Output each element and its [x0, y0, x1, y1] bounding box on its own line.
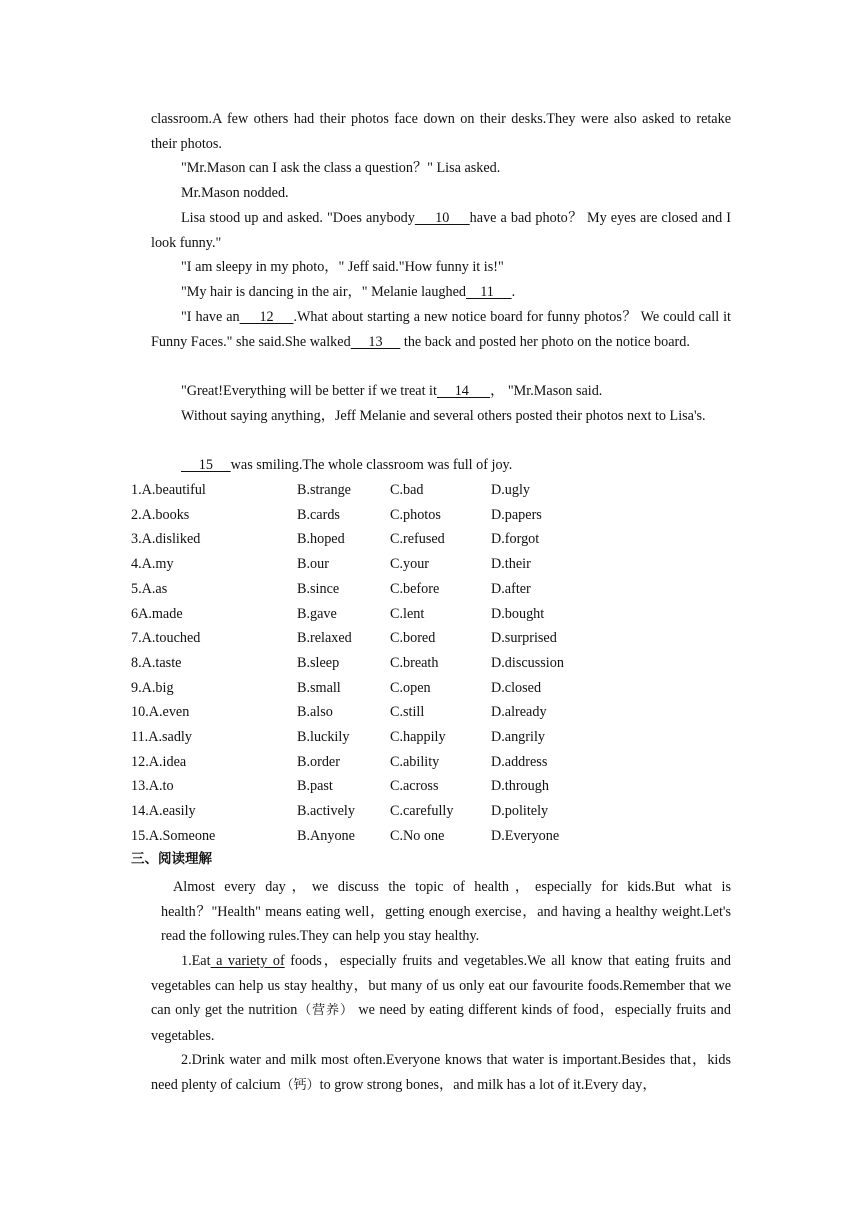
option-d: D.through — [491, 778, 549, 795]
option-row-4 — [131, 552, 731, 577]
option-a: 3.A.disliked — [131, 531, 201, 548]
option-d: D.angrily — [491, 729, 545, 745]
option-d: D.closed — [491, 679, 542, 696]
passage-paragraph — [151, 404, 731, 429]
option-c: C.bored — [390, 630, 436, 647]
option-a: 14.A.easily — [131, 803, 196, 820]
option-a: 4.A.my — [131, 556, 174, 573]
passage-text: . — [511, 284, 516, 300]
passage-text: 1.Eat — [181, 953, 211, 969]
option-d: D.address — [491, 753, 548, 770]
option-row-8 — [131, 651, 731, 676]
option-d: D.after — [491, 580, 531, 597]
passage-paragraph — [151, 305, 731, 354]
option-row-12 — [131, 750, 731, 775]
option-c: C.refused — [390, 531, 445, 548]
option-a: 8.A.taste — [131, 654, 182, 671]
option-row-1 — [131, 478, 731, 503]
option-d: D.bought — [491, 605, 545, 622]
chinese-gloss: （营养） — [297, 1003, 354, 1019]
option-row-15 — [131, 824, 731, 849]
option-c: C.breath — [390, 654, 439, 671]
option-b: B.gave — [297, 605, 337, 622]
blank-12: 12 — [239, 309, 294, 325]
option-c: C.across — [390, 778, 439, 795]
option-row-14 — [131, 799, 731, 824]
passage-paragraph — [151, 206, 731, 255]
option-c: C.ability — [390, 753, 440, 770]
passage-text: ， "Mr.Mason said. — [490, 383, 603, 399]
option-a: 6A.made — [131, 605, 183, 622]
option-c: C.bad — [390, 482, 424, 498]
passage-paragraph — [151, 255, 731, 280]
passage-text: have a bad photo？ My eyes are closed and I look funny." — [151, 210, 731, 251]
option-d: D.already — [491, 704, 547, 721]
option-c: C.your — [390, 556, 430, 573]
option-c: C.lent — [390, 605, 425, 622]
option-b: B.Anyone — [297, 827, 355, 844]
passage-paragraph — [151, 156, 731, 181]
blank-10: 10 — [414, 210, 470, 226]
option-row-10 — [131, 700, 731, 725]
option-a: 15.A.Someone — [131, 827, 216, 844]
reading-intro — [161, 875, 731, 949]
passage-paragraph — [151, 181, 731, 206]
option-row-7 — [131, 626, 731, 651]
passage-text: Mr.Mason nodded. — [181, 185, 289, 201]
option-b: B.actively — [297, 803, 355, 820]
passage-text: we need by eating different kinds of food，especially fruits and vegetables. — [151, 1002, 731, 1045]
option-a: 12.A.idea — [131, 753, 187, 770]
passage-text: Lisa stood up and asked. "Does anybody — [181, 210, 415, 226]
option-c: C.open — [390, 679, 431, 696]
blank-13: 13 — [350, 333, 401, 350]
option-row-13 — [131, 774, 731, 799]
option-b: B.small — [297, 679, 341, 696]
option-d: D.politely — [491, 803, 549, 820]
option-d: D.discussion — [491, 654, 564, 671]
passage-text: Almost every day，we discuss the topic of health，especially for kids.But what is health？"Health" means eating well，getting enough exercise，and having a healthy weight.Let's read the following rules.They can help you stay healthy. — [161, 879, 731, 945]
option-b: B.sleep — [297, 654, 340, 671]
option-d: D.forgot — [491, 531, 540, 548]
passage-text: 2.Drink water and milk most often.Everyone knows that water is important.Besides that，kids need plenty of calcium — [151, 1052, 731, 1093]
passage-paragraph — [151, 280, 731, 305]
option-a: 5.A.as — [131, 580, 168, 597]
passage-text: the back and posted her photo on the notice board. — [400, 333, 690, 350]
underlined-phrase: a variety of — [210, 953, 285, 969]
option-b: B.cards — [297, 506, 340, 523]
section-heading: 三、阅读理解 — [131, 851, 212, 867]
passage-text: Without saying anything，Jeff Melanie and several others posted their photos next to Lisa's. — [181, 408, 706, 424]
option-d: D.surprised — [491, 630, 557, 647]
option-row-5 — [131, 577, 731, 602]
option-row-6 — [131, 602, 731, 627]
passage-text: "I have an — [181, 309, 240, 325]
passage-text: "I am sleepy in my photo，" Jeff said."How funny it is!" — [181, 259, 504, 275]
passage-text: foods，especially fruits and vegetables.We all know that eating fruits and vegetables can help us stay healthy，but many of us only eat our favourite foods.Remember that we can only get the nutrition — [151, 953, 732, 1019]
option-a: 1.A.beautiful — [131, 482, 206, 498]
option-row-11 — [131, 725, 731, 750]
option-a: 13.A.to — [131, 778, 174, 795]
option-row-9 — [131, 676, 731, 701]
option-b: B.strange — [297, 482, 351, 498]
option-b: B.since — [297, 580, 340, 597]
passage-text: "Mr.Mason can I ask the class a question？" Lisa asked. — [181, 160, 501, 176]
blank-15: 15 — [181, 457, 231, 473]
passage-text: "Great!Everything will be better if we treat it — [181, 383, 437, 399]
option-row-2 — [131, 503, 731, 528]
passage-text: "My hair is dancing in the air，" Melanie laughed — [181, 284, 467, 300]
option-a: 10.A.even — [131, 704, 190, 721]
option-b: B.also — [297, 704, 333, 721]
option-b: B.luckily — [297, 729, 350, 745]
option-a: 7.A.touched — [131, 630, 201, 647]
passage-paragraph — [151, 107, 731, 156]
option-b: B.relaxed — [297, 630, 352, 647]
chinese-gloss: （钙） — [280, 1077, 320, 1093]
option-c: C.carefully — [390, 803, 454, 820]
option-a: 9.A.big — [131, 679, 174, 696]
option-c: C.before — [390, 580, 440, 597]
option-d: D.Everyone — [491, 827, 560, 844]
option-row-3 — [131, 527, 731, 552]
option-c: C.happily — [390, 729, 446, 745]
passage-text: was smiling.The whole classroom was full of joy. — [230, 457, 513, 473]
option-b: B.our — [297, 556, 329, 573]
blank-11: 11 — [466, 284, 512, 300]
option-d: D.their — [491, 556, 531, 573]
reading-rule-1 — [151, 949, 731, 1049]
option-c: C.still — [390, 704, 425, 721]
passage-paragraph — [151, 453, 731, 478]
blank-14: 14 — [436, 383, 491, 399]
option-a: 11.A.sadly — [131, 729, 192, 745]
reading-rule-2 — [151, 1048, 731, 1098]
option-b: B.past — [297, 778, 333, 795]
passage-paragraph — [151, 379, 731, 404]
passage-text: to grow strong bones，and milk has a lot of it.Every day， — [319, 1076, 657, 1093]
option-d: D.papers — [491, 506, 542, 523]
option-c: C.photos — [390, 506, 441, 523]
option-b: B.hoped — [297, 531, 345, 548]
option-a: 2.A.books — [131, 506, 190, 523]
option-d: D.ugly — [491, 482, 531, 498]
option-b: B.order — [297, 753, 340, 770]
option-c: C.No one — [390, 827, 445, 844]
passage-text: classroom.A few others had their photos face down on their desks.They were also asked to retake their photos. — [151, 111, 731, 152]
passage-text: .What about starting a new notice board for funny photos？ We could call it Funny Faces." she said.She walked — [151, 309, 731, 350]
